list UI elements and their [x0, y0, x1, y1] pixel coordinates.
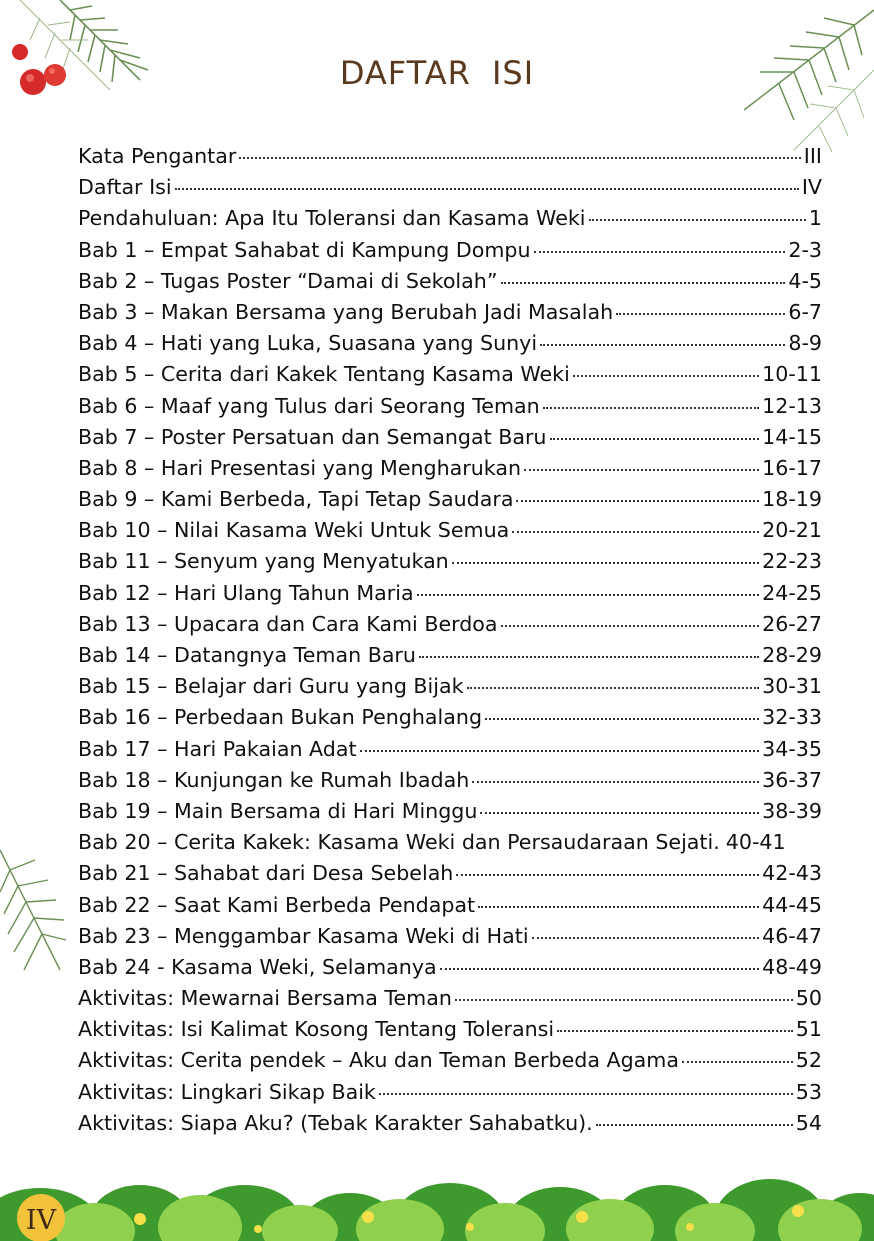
- toc-entry-label: Bab 5 – Cerita dari Kakek Tentang Kasama Weki: [78, 362, 570, 387]
- toc-entry-page: 6-7: [788, 299, 822, 324]
- toc-entry-label: Bab 9 – Kami Berbeda, Tapi Tetap Saudara: [78, 487, 514, 512]
- page-title: DAFTAR ISI: [339, 54, 535, 92]
- toc-dot-leader: [239, 155, 800, 159]
- toc-entry-label: Aktivitas: Lingkari Sikap Baik: [78, 1079, 376, 1104]
- toc-entry-page: 53: [795, 1079, 822, 1104]
- toc-entry-page: III: [803, 144, 822, 168]
- toc-dot-leader: [379, 1091, 793, 1095]
- toc-entry-page: 24-25: [762, 580, 822, 605]
- toc-entry: [78, 702, 822, 733]
- toc-entry: [78, 235, 822, 266]
- toc-entry-page: 46-47: [762, 923, 822, 948]
- toc-entry-label: Bab 16 – Perbedaan Bukan Penghalang: [78, 705, 483, 730]
- toc-dot-leader: [573, 373, 759, 377]
- toc-entry: [78, 578, 822, 609]
- toc-entry: [78, 359, 822, 390]
- toc-entry: [78, 546, 822, 577]
- toc-dot-leader: [485, 716, 759, 720]
- toc-entry-label: Bab 6 – Maaf yang Tulus dari Seorang Teman: [78, 393, 540, 418]
- toc-entry-page: 36-37: [762, 767, 822, 792]
- toc-entry: [78, 796, 822, 827]
- toc-entry-label: Aktivitas: Cerita pendek – Aku dan Teman Berbeda Agama: [78, 1048, 679, 1073]
- toc-entry-page: 20-21: [762, 518, 822, 543]
- toc-entry: [78, 453, 822, 484]
- toc-entry-label: Aktivitas: Isi Kalimat Kosong Tentang Toleransi: [78, 1017, 555, 1042]
- toc-entry: [78, 266, 822, 297]
- toc-dot-leader: [543, 405, 759, 409]
- toc-dot-leader: [467, 685, 760, 689]
- toc-entry-page: 18-19: [762, 487, 822, 512]
- toc-entry-label: Bab 24 - Kasama Weki, Selamanya: [78, 954, 437, 979]
- toc-dot-leader: [472, 779, 759, 783]
- toc-dot-leader: [452, 560, 759, 564]
- toc-entry-label: Bab 20 – Cerita Kakek: Kasama Weki dan Persaudaraan Sejati.: [78, 830, 720, 855]
- toc-dot-leader: [456, 872, 759, 876]
- toc-entry-label: Bab 3 – Makan Bersama yang Berubah Jadi Masalah: [78, 299, 614, 324]
- toc-dot-leader: [589, 217, 806, 221]
- toc-entry: [78, 983, 822, 1014]
- toc-entry-label: Pendahuluan: Apa Itu Toleransi dan Kasama Weki: [78, 206, 586, 231]
- toc-entry: [78, 1045, 822, 1076]
- toc-entry: [78, 765, 822, 796]
- toc-entry: [78, 422, 822, 453]
- toc-dot-leader: [557, 1028, 793, 1032]
- toc-entry: [78, 1077, 822, 1108]
- toc-entry-label: Bab 7 – Poster Persatuan dan Semangat Baru: [78, 424, 547, 449]
- toc-entry-page: 22-23: [762, 549, 822, 574]
- page-number-badge: [17, 1194, 65, 1241]
- toc-entry: [78, 827, 822, 858]
- toc-entry-page: 51: [795, 1017, 822, 1042]
- toc-entry-page: 28-29: [762, 643, 822, 667]
- toc-entry-label: Bab 21 – Sahabat dari Desa Sebelah: [78, 861, 454, 886]
- toc-entry-page: 2-3: [788, 237, 822, 262]
- toc-entry: [78, 172, 822, 203]
- toc-dot-leader: [516, 498, 759, 502]
- page-number: IV: [25, 1204, 57, 1236]
- toc-dot-leader: [501, 623, 760, 627]
- toc-entry-label: Kata Pengantar: [78, 144, 237, 168]
- table-of-contents: [78, 141, 822, 1139]
- toc-entry: [78, 952, 822, 983]
- bush-border-decoration-icon: [0, 1131, 874, 1241]
- toc-entry-page: 16-17: [762, 455, 822, 480]
- toc-entry-label: Bab 15 – Belajar dari Guru yang Bijak: [78, 674, 464, 699]
- toc-entry-label: Aktivitas: Mewarnai Bersama Teman: [78, 986, 452, 1011]
- toc-dot-leader: [478, 904, 759, 908]
- toc-entry: [78, 391, 822, 422]
- toc-entry-label: Daftar Isi: [78, 175, 172, 200]
- toc-entry: [78, 640, 822, 671]
- toc-entry: [78, 921, 822, 952]
- toc-entry: [78, 734, 822, 765]
- pine-sprig-decoration-icon: [0, 830, 70, 990]
- toc-entry-label: Bab 4 – Hati yang Luka, Suasana yang Sunyi: [78, 331, 538, 356]
- toc-entry-page: 52: [795, 1048, 822, 1073]
- toc-entry-page: 10-11: [762, 362, 822, 387]
- toc-entry-page: 1: [808, 206, 822, 231]
- toc-entry: [78, 297, 822, 328]
- toc-entry-page: 26-27: [762, 611, 822, 636]
- toc-entry-page: 42-43: [762, 861, 822, 886]
- toc-entry-label: Bab 11 – Senyum yang Menyatukan: [78, 549, 449, 574]
- toc-entry: [78, 515, 822, 546]
- toc-entry-label: Bab 2 – Tugas Poster “Damai di Sekolah”: [78, 268, 498, 293]
- toc-dot-leader: [512, 529, 759, 533]
- toc-entry-page: 44-45: [762, 892, 822, 917]
- toc-entry-label: Bab 1 – Empat Sahabat di Kampung Dompu: [78, 237, 531, 262]
- toc-entry-page: 32-33: [762, 705, 822, 730]
- toc-entry-label: Bab 12 – Hari Ulang Tahun Maria: [78, 580, 414, 605]
- toc-dot-leader: [360, 748, 760, 752]
- toc-entry: [78, 141, 822, 172]
- toc-dot-leader: [596, 1122, 793, 1126]
- toc-entry-label: Bab 22 – Saat Kami Berbeda Pendapat: [78, 892, 476, 917]
- toc-dot-leader: [532, 935, 760, 939]
- toc-entry: [78, 328, 822, 359]
- toc-entry-page: 30-31: [762, 674, 822, 699]
- toc-dot-leader: [417, 592, 760, 596]
- toc-entry-label: Bab 17 – Hari Pakaian Adat: [78, 736, 357, 761]
- toc-entry-page: 54: [795, 1110, 822, 1135]
- toc-dot-leader: [682, 1059, 793, 1063]
- toc-entry-label: Bab 10 – Nilai Kasama Weki Untuk Semua: [78, 518, 510, 543]
- toc-dot-leader: [616, 311, 785, 315]
- toc-entry-label: Bab 19 – Main Bersama di Hari Minggu: [78, 798, 478, 823]
- toc-entry-label: Bab 13 – Upacara dan Cara Kami Berdoa: [78, 611, 498, 636]
- toc-entry: [78, 890, 822, 921]
- toc-dot-leader: [175, 186, 799, 190]
- toc-entry: [78, 609, 822, 640]
- toc-entry-label: Bab 23 – Menggambar Kasama Weki di Hati: [78, 923, 529, 948]
- toc-entry: [78, 1014, 822, 1045]
- toc-dot-leader: [480, 810, 759, 814]
- toc-dot-leader: [550, 436, 760, 440]
- toc-entry-label: Aktivitas: Siapa Aku? (Tebak Karakter Sahabatku).: [78, 1110, 593, 1135]
- toc-entry-page: 14-15: [762, 424, 822, 449]
- toc-dot-leader: [440, 966, 760, 970]
- toc-entry: [78, 484, 822, 515]
- toc-entry-label: Bab 8 – Hari Presentasi yang Mengharukan: [78, 455, 522, 480]
- toc-entry: [78, 203, 822, 234]
- toc-entry-page: IV: [801, 175, 822, 200]
- toc-entry-page: 38-39: [762, 798, 822, 823]
- toc-entry-page: 50: [795, 986, 822, 1011]
- toc-entry-page: 40-41: [725, 830, 786, 855]
- toc-entry: [78, 858, 822, 889]
- toc-dot-leader: [524, 467, 759, 471]
- toc-dot-leader: [501, 280, 786, 284]
- toc-entry-page: 48-49: [762, 954, 822, 979]
- toc-entry-label: Bab 18 – Kunjungan ke Rumah Ibadah: [78, 767, 470, 792]
- toc-entry-page: 12-13: [762, 393, 822, 418]
- toc-dot-leader: [534, 249, 786, 253]
- toc-entry-page: 8-9: [788, 331, 822, 356]
- toc-entry-page: 4-5: [788, 268, 822, 293]
- toc-dot-leader: [455, 997, 793, 1001]
- toc-dot-leader: [419, 654, 759, 658]
- toc-entry-page: 34-35: [762, 736, 822, 761]
- toc-dot-leader: [540, 342, 785, 346]
- toc-entry: [78, 671, 822, 702]
- toc-entry-label: Bab 14 – Datangnya Teman Baru: [78, 643, 416, 667]
